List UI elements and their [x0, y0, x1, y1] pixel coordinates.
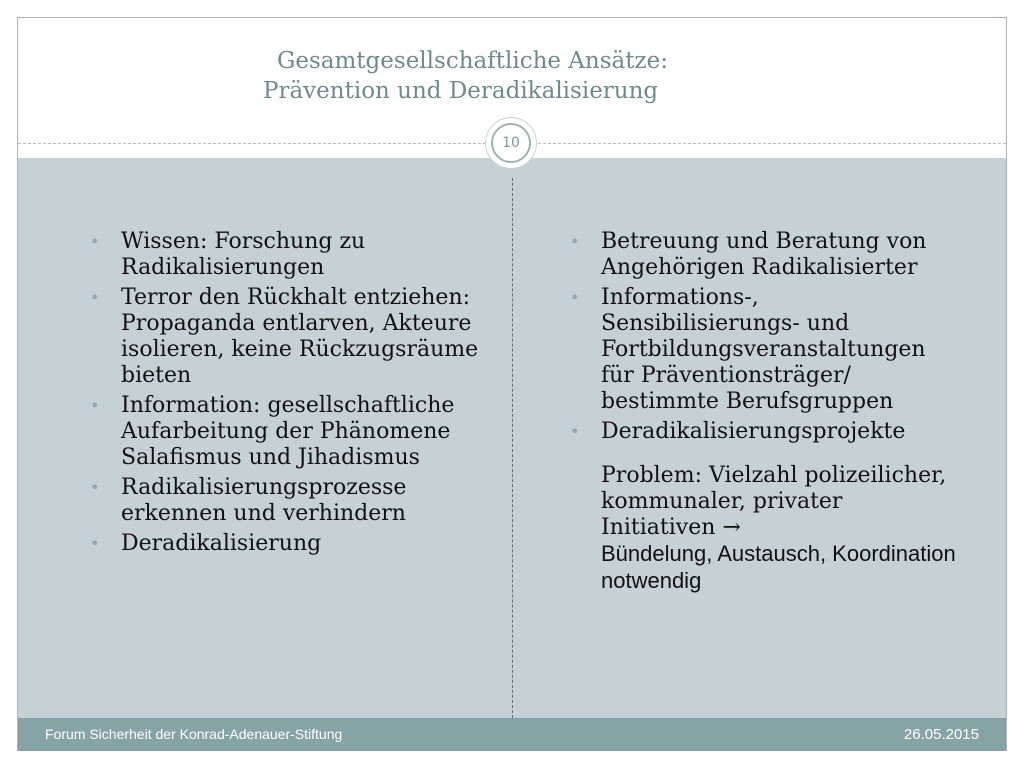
problem-text: Problem: Vielzahl polizeilicher, kommunaler, privater Initiativen → — [601, 463, 947, 540]
list-item — [570, 419, 960, 445]
column-divider — [512, 178, 513, 718]
list-item-text: Wissen: Forschung zu Radikalisierungen — [121, 229, 366, 280]
bullet-icon: • — [570, 422, 580, 441]
bullet-icon: • — [90, 288, 100, 307]
bullet-icon: • — [90, 232, 100, 251]
right-bullet-list — [570, 229, 960, 445]
list-item-text: Deradikalisierungsprojekte — [601, 419, 906, 444]
bullet-icon: • — [570, 288, 580, 307]
list-item — [90, 531, 480, 557]
list-item-text: Radikalisierungsprozesse erkennen und verhindern — [121, 475, 407, 526]
list-item-text: Information: gesellschaftliche Aufarbeitung der Phänomene Salafismus und Jihadismus — [121, 393, 455, 470]
problem-statement — [601, 463, 960, 595]
bullet-icon: • — [90, 534, 100, 553]
list-item — [90, 475, 480, 527]
problem-conclusion: Bündelung, Austausch, Koordination notwendig — [601, 541, 956, 593]
title-line-2: Prävention und Deradikalisierung — [263, 78, 659, 104]
list-item-text: Deradikalisierung — [121, 531, 322, 556]
bullet-icon: • — [90, 478, 100, 497]
title-line-1: Gesamtgesellschaftliche Ansätze: — [277, 48, 668, 74]
bullet-icon: • — [90, 396, 100, 415]
footer-organization: Forum Sicherheit der Konrad-Adenauer-Stiftung — [45, 726, 343, 742]
page-number-badge — [485, 117, 537, 169]
left-bullet-list — [90, 229, 480, 557]
slide-title — [263, 46, 668, 106]
slide — [17, 17, 1007, 751]
list-item — [570, 229, 960, 281]
left-column — [90, 229, 480, 561]
list-item-text: Informations-, Sensibilisierungs- und Fortbildungsveranstaltungen für Präventionsträger/ bestimmte Berufsgruppen — [601, 285, 926, 414]
list-item — [570, 285, 960, 415]
footer-bar — [18, 718, 1006, 751]
page-number: 10 — [491, 123, 531, 163]
footer-date: 26.05.2015 — [903, 726, 979, 743]
list-item-text: Terror den Rückhalt entziehen: Propaganda entlarven, Akteure isolieren, keine Rückzugsräume bieten — [121, 285, 479, 388]
list-item — [90, 229, 480, 281]
right-column — [570, 229, 960, 595]
list-item-text: Betreuung und Beratung von Angehörigen Radikalisierter — [601, 229, 927, 280]
list-item — [90, 285, 480, 389]
list-item — [90, 393, 480, 471]
bullet-icon: • — [570, 232, 580, 251]
